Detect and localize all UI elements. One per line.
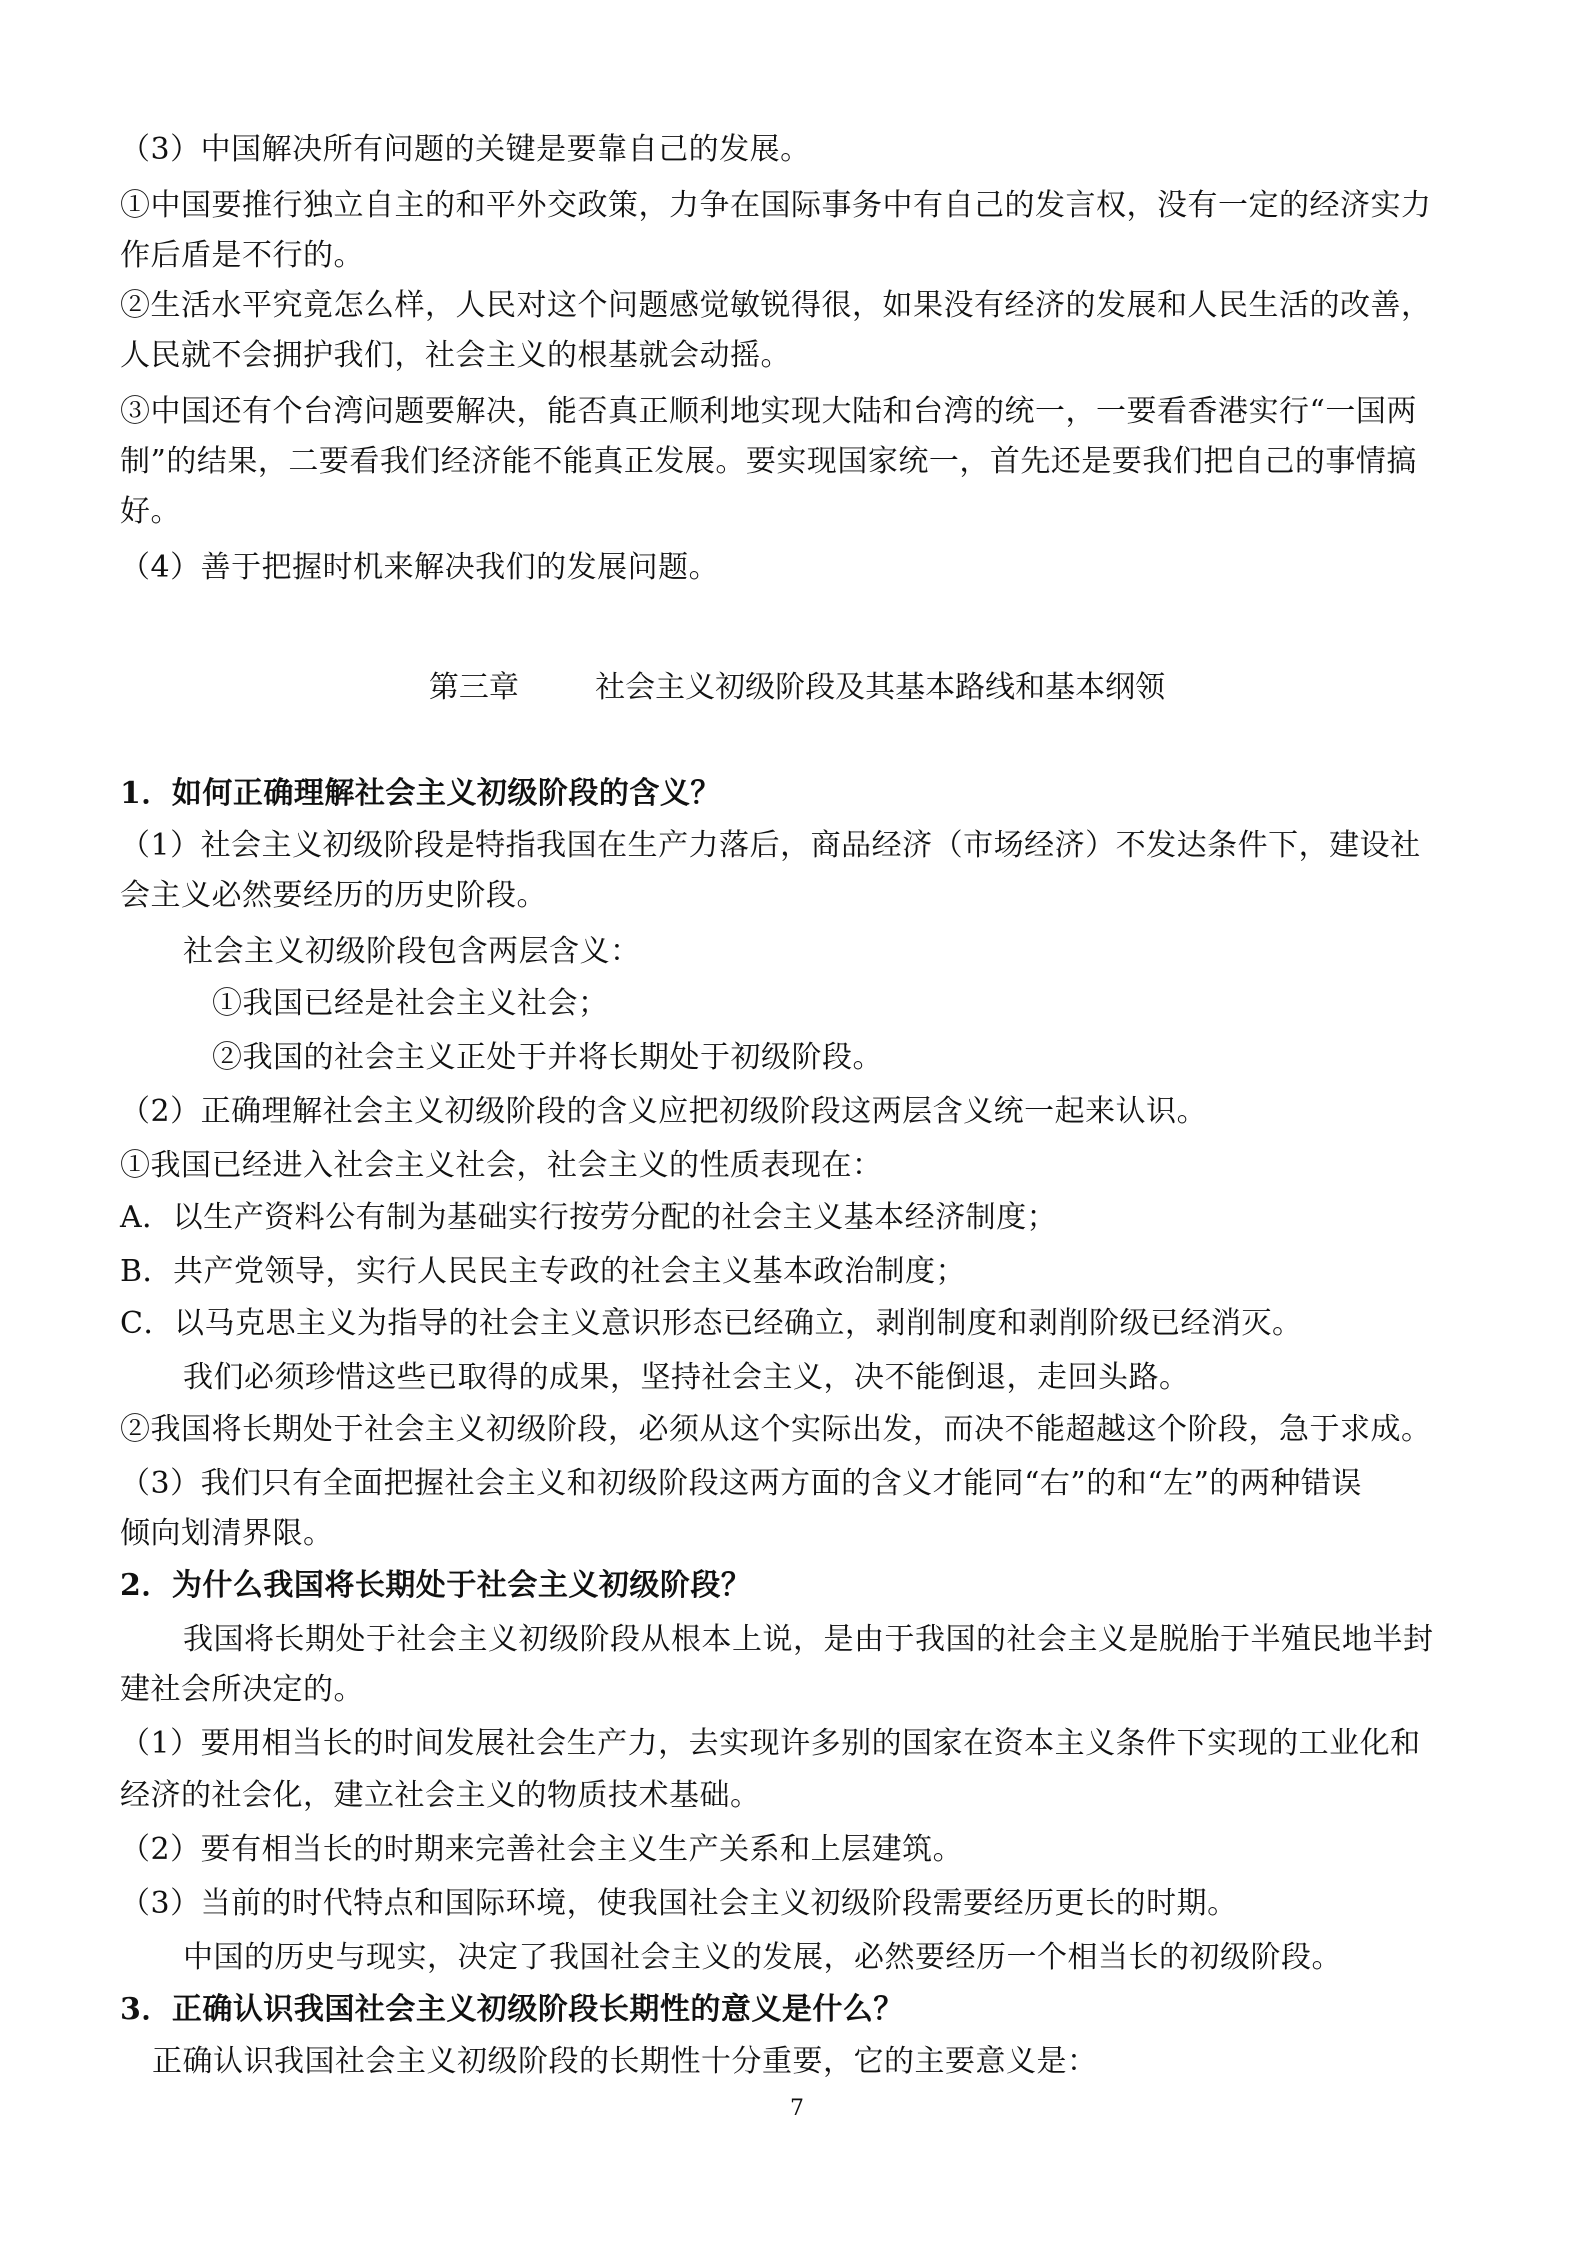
paragraph-line: 正确认识我国社会主义初级阶段的长期性十分重要，它的主要意义是：	[152, 2044, 1098, 2079]
paragraph-line: 作后盾是不行的。	[120, 238, 364, 273]
paragraph-line: （3）中国解决所有问题的关键是要靠自己的发展。	[120, 132, 811, 167]
paragraph-line: 制”的结果，二要看我们经济能不能真正发展。要实现国家统一，首先还是要我们把自己的事情搞	[120, 444, 1417, 479]
paragraph-line: ①我国已经进入社会主义社会，社会主义的性质表现在：	[120, 1148, 883, 1183]
paragraph-line: 人民就不会拥护我们，社会主义的根基就会动摇。	[120, 338, 791, 373]
question-heading: 2．为什么我国将长期处于社会主义初级阶段？	[120, 1568, 752, 1603]
paragraph-line: ②我国的社会主义正处于并将长期处于初级阶段。	[212, 1040, 883, 1075]
paragraph-line: B．共产党领导，实行人民民主专政的社会主义基本政治制度；	[120, 1254, 967, 1289]
paragraph-line: C．以马克思主义为指导的社会主义意识形态已经确立，剥削制度和剥削阶级已经消灭。	[120, 1306, 1303, 1341]
paragraph-line: 社会主义初级阶段包含两层含义：	[183, 934, 641, 969]
paragraph-line: A．以生产资料公有制为基础实行按劳分配的社会主义基本经济制度；	[120, 1200, 1058, 1235]
paragraph-line: （1）社会主义初级阶段是特指我国在生产力落后，商品经济（市场经济）不发达条件下，建设社	[120, 828, 1421, 863]
paragraph-line: ①我国已经是社会主义社会；	[212, 986, 609, 1021]
paragraph-line: 会主义必然要经历的历史阶段。	[120, 878, 547, 913]
paragraph-line: （3）我们只有全面把握社会主义和初级阶段这两方面的含义才能同“右”的和“左”的两种错误	[120, 1466, 1362, 1501]
paragraph-line: 我国将长期处于社会主义初级阶段从根本上说，是由于我国的社会主义是脱胎于半殖民地半封	[183, 1622, 1434, 1657]
paragraph-line: （1）要用相当长的时间发展社会生产力，去实现许多别的国家在资本主义条件下实现的工业化和	[120, 1726, 1421, 1761]
paragraph-line: 好。	[120, 494, 181, 529]
paragraph-line: （4）善于把握时机来解决我们的发展问题。	[120, 550, 720, 585]
paragraph-line: ③中国还有个台湾问题要解决，能否真正顺利地实现大陆和台湾的统一，一要看香港实行“一国两	[120, 394, 1417, 429]
paragraph-line: 中国的历史与现实，决定了我国社会主义的发展，必然要经历一个相当长的初级阶段。	[183, 1940, 1342, 1975]
chapter-title: 第三章 社会主义初级阶段及其基本路线和基本纲领	[428, 670, 1166, 705]
paragraph-line: 我们必须珍惜这些已取得的成果，坚持社会主义，决不能倒退，走回头路。	[183, 1360, 1190, 1395]
paragraph-line: 经济的社会化，建立社会主义的物质技术基础。	[120, 1778, 761, 1813]
paragraph-line: 倾向划清界限。	[120, 1516, 334, 1551]
paragraph-line: ①中国要推行独立自主的和平外交政策，力争在国际事务中有自己的发言权，没有一定的经济实力	[120, 188, 1432, 223]
paragraph-line: （2）要有相当长的时期来完善社会主义生产关系和上层建筑。	[120, 1832, 964, 1867]
paragraph-line: ②生活水平究竟怎么样，人民对这个问题感觉敏锐得很，如果没有经济的发展和人民生活的改善，	[120, 288, 1432, 323]
paragraph-line: （3）当前的时代特点和国际环境，使我国社会主义初级阶段需要经历更长的时期。	[120, 1886, 1238, 1921]
question-heading: 3．正确认识我国社会主义初级阶段长期性的意义是什么？	[120, 1992, 904, 2027]
paragraph-line: ②我国将长期处于社会主义初级阶段，必须从这个实际出发，而决不能超越这个阶段，急于求成。	[120, 1412, 1432, 1447]
page-number: 7	[790, 2096, 804, 2121]
paragraph-line: （2）正确理解社会主义初级阶段的含义应把初级阶段这两层含义统一起来认识。	[120, 1094, 1208, 1129]
paragraph-line: 建社会所决定的。	[120, 1672, 364, 1707]
question-heading: 1．如何正确理解社会主义初级阶段的含义？	[120, 776, 721, 811]
